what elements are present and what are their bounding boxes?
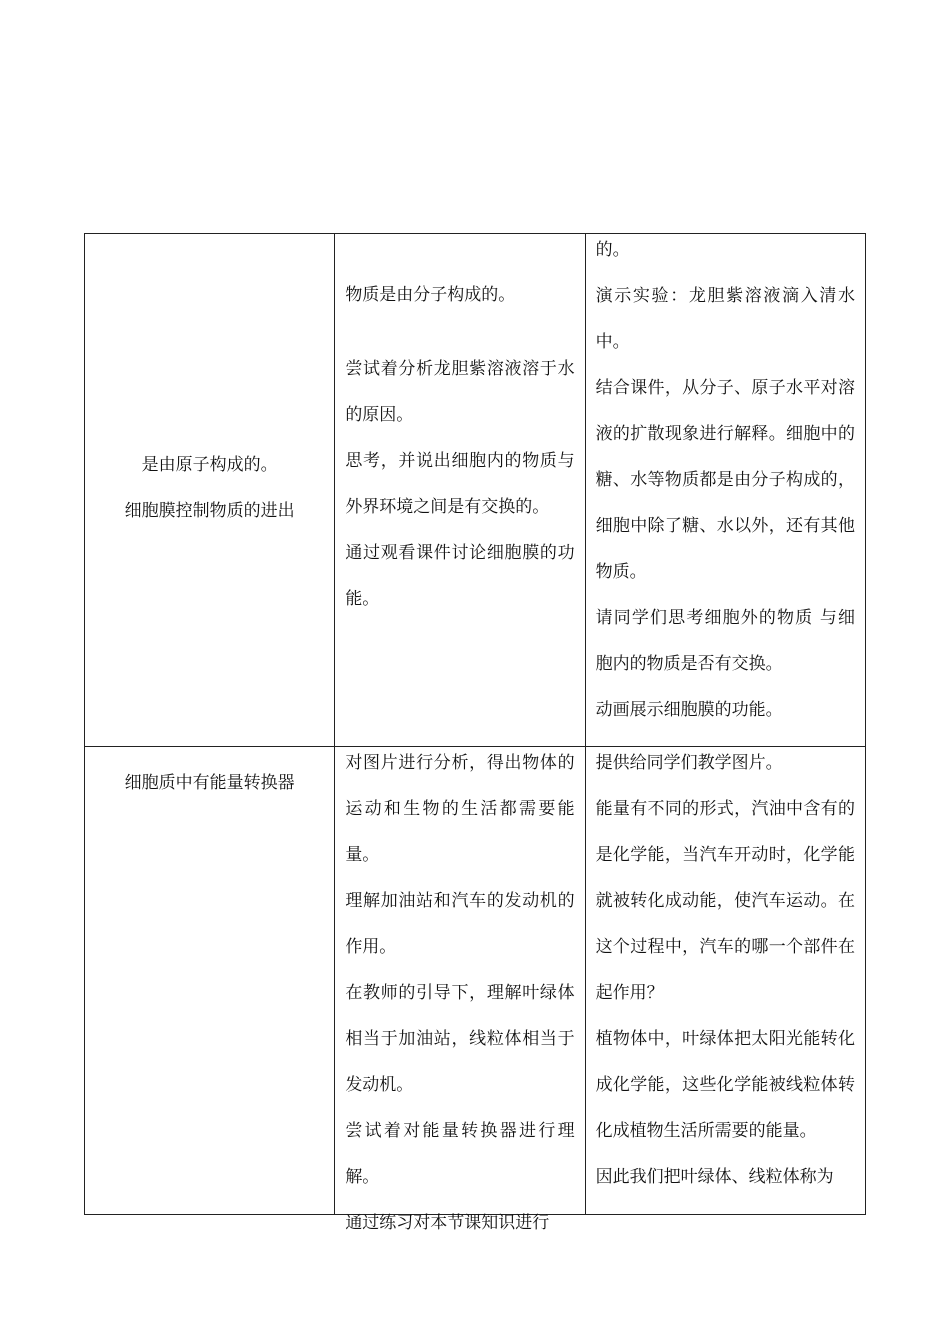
table-row bbox=[85, 747, 866, 1215]
student-activity-text: 思考，并说出细胞内的物质与外界环境之间是有交换的。 bbox=[345, 451, 575, 517]
teacher-activity-cell bbox=[585, 234, 865, 747]
student-activity-text: 通过练习对本节课知识进行 bbox=[345, 1213, 550, 1233]
topic-text: 细胞膜控制物质的进出 bbox=[124, 501, 295, 521]
topic-text: 细胞质中有能量转换器 bbox=[124, 773, 295, 793]
topic-text: 是由原子构成的。 bbox=[141, 455, 278, 475]
student-activity-text: 尝试着对能量转换器进行理解。 bbox=[345, 1121, 575, 1187]
student-activity-text: 尝试着分析龙胆紫溶液溶于水的原因。 bbox=[345, 359, 575, 425]
topic-cell bbox=[85, 747, 335, 1215]
student-activity-text: 物质是由分子构成的。 bbox=[345, 285, 516, 305]
teacher-activity-text: 能量有不同的形式，汽油中含有的是化学能，当汽车开动时，化学能就被转化成动能，使汽车运动。在这个过程中，汽车的哪一个部件在起作用？ bbox=[595, 799, 855, 1003]
student-activity-text: 对图片进行分析，得出物体的运动和生物的生活都需要能量。 bbox=[345, 753, 575, 865]
teacher-activity-cell bbox=[585, 747, 865, 1215]
teacher-activity-text: 提供给同学们教学图片。 bbox=[595, 753, 783, 773]
student-activity-text: 在教师的引导下，理解叶绿体相当于加油站，线粒体相当于发动机。 bbox=[345, 983, 575, 1095]
topic-cell bbox=[85, 234, 335, 747]
teacher-activity-text: 因此我们把叶绿体、线粒体称为 bbox=[595, 1167, 834, 1187]
lesson-plan-table bbox=[84, 233, 866, 1233]
teacher-activity-text: 结合课件，从分子、原子水平对溶液的扩散现象进行解释。细胞中的糖、水等物质都是由分子构成的，细胞中除了糖、水以外，还有其他物质。 bbox=[595, 378, 855, 582]
student-activity-cell bbox=[335, 234, 585, 747]
teacher-activity-text: 的。 bbox=[595, 240, 630, 260]
blank-line bbox=[345, 318, 574, 346]
teacher-activity-text: 请同学们思考细胞外的物质 与细胞内的物质是否有交换。 bbox=[595, 608, 855, 674]
teacher-activity-text: 植物体中，叶绿体把太阳光能转化成化学能，这些化学能被线粒体转化成植物生活所需要的能量。 bbox=[595, 1029, 855, 1141]
student-activity-text: 通过观看课件讨论细胞膜的功能。 bbox=[345, 543, 575, 609]
student-activity-cell bbox=[335, 747, 585, 1233]
table-row bbox=[85, 234, 866, 747]
student-activity-text: 理解加油站和汽车的发动机的作用。 bbox=[345, 891, 575, 957]
teacher-activity-text: 动画展示细胞膜的功能。 bbox=[595, 700, 783, 720]
teacher-activity-text: 演示实验：龙胆紫溶液滴入清水中。 bbox=[595, 286, 855, 352]
